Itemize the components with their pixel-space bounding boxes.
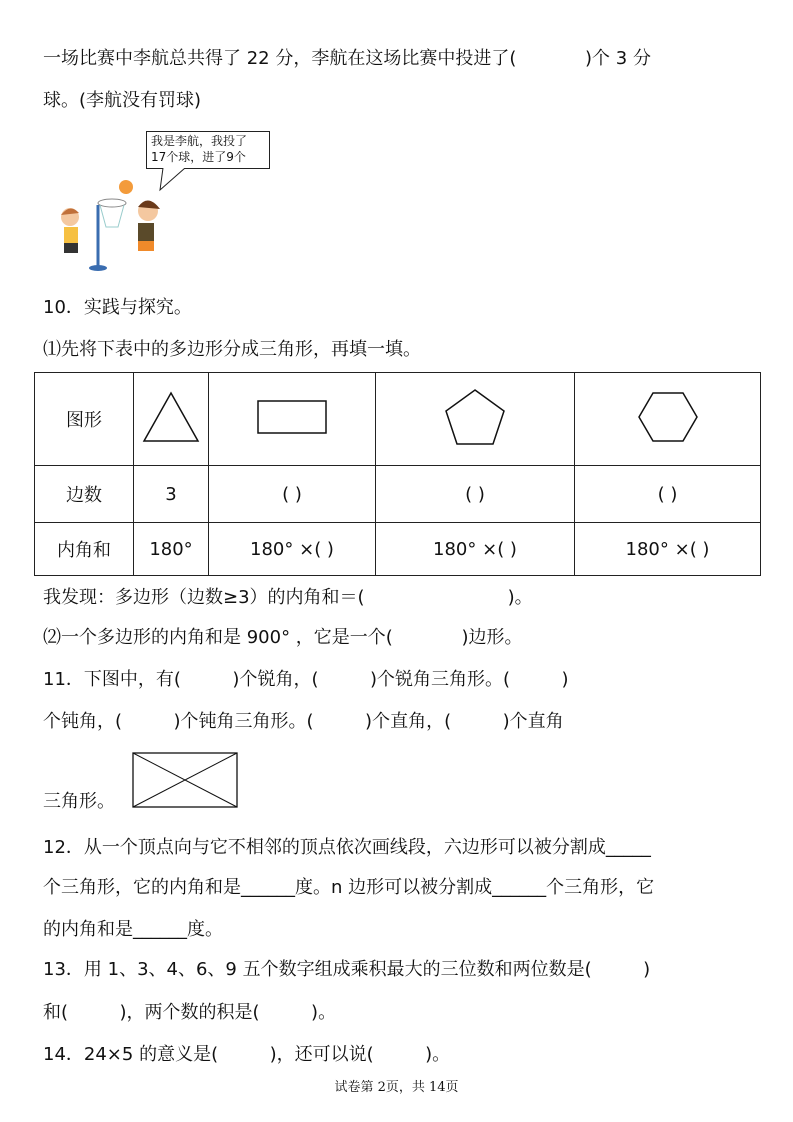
basketball-illustration-icon [40,175,175,275]
q10-part1: ⑴先将下表中的多边形分成三角形，再填一填。 [43,339,421,360]
q13-line2: 和( )，两个数的积是( )。 [43,1002,337,1023]
hexagon-icon [637,390,699,444]
rectangle-diagonals-figure [132,752,239,808]
sides-cell[interactable]: ( ) [575,466,761,523]
q10-part2: ⑵一个多边形的内角和是 900° ，它是一个( )边形。 [43,627,523,648]
bubble-line1: 我是李航，我投了 [151,134,248,148]
sides-cell[interactable]: ( ) [209,466,376,523]
triangle-icon [141,389,201,445]
q13-line1: 13．用 1、3、4、6、9 五个数字组成乘积最大的三位数和两位数是( ) [43,959,651,980]
q12-line2: 个三角形，它的内角和是______度。n 边形可以被分割成______个三角形，它 [43,877,655,898]
triangle-cell [134,373,209,466]
bubble-line2: 17个球，进了9个 [151,150,246,164]
hexagon-cell [575,373,761,466]
speech-bubble [146,131,270,169]
pentagon-cell [376,373,575,466]
q12-line3: 的内角和是______度。 [43,919,223,940]
q11-line1: 11．下图中，有( )个锐角，( )个锐角三角形。( ) [43,669,569,690]
q10-discovery: 我发现：多边形（边数≥3）的内角和＝( )。 [43,587,533,608]
polygon-table [34,372,761,576]
q9-line1: 一场比赛中李航总共得了 22 分，李航在这场比赛中投进了( )个 3 分 [43,48,651,69]
row-label-shape: 图形 [35,373,134,466]
rectangle-cell [209,373,376,466]
q11-line3: 三角形。 [43,791,115,812]
q10-title: 10．实践与探究。 [43,297,192,318]
q9-line2: 球。(李航没有罚球) [43,90,202,111]
angle-cell: 180° [134,523,209,576]
sides-cell[interactable]: ( ) [376,466,575,523]
page-footer: 试卷第 2页，共 14页 [334,1080,459,1095]
rectangle-icon [256,399,328,435]
angle-cell[interactable]: 180° ×( ) [575,523,761,576]
sides-cell: 3 [134,466,209,523]
table-row [35,466,761,523]
row-label-sides: 边数 [35,466,134,523]
table-row [35,523,761,576]
q11-line2: 个钝角，( )个钝角三角形。( )个直角，( )个直角 [43,711,564,732]
q14-line1: 14．24×5 的意义是( )，还可以说( )。 [43,1044,451,1065]
row-label-angles: 内角和 [35,523,134,576]
angle-cell[interactable]: 180° ×( ) [376,523,575,576]
q12-line1: 12．从一个顶点向与它不相邻的顶点依次画线段，六边形可以被分割成_____ [43,837,651,858]
angle-cell[interactable]: 180° ×( ) [209,523,376,576]
pentagon-icon [443,387,507,447]
table-row [35,373,761,466]
